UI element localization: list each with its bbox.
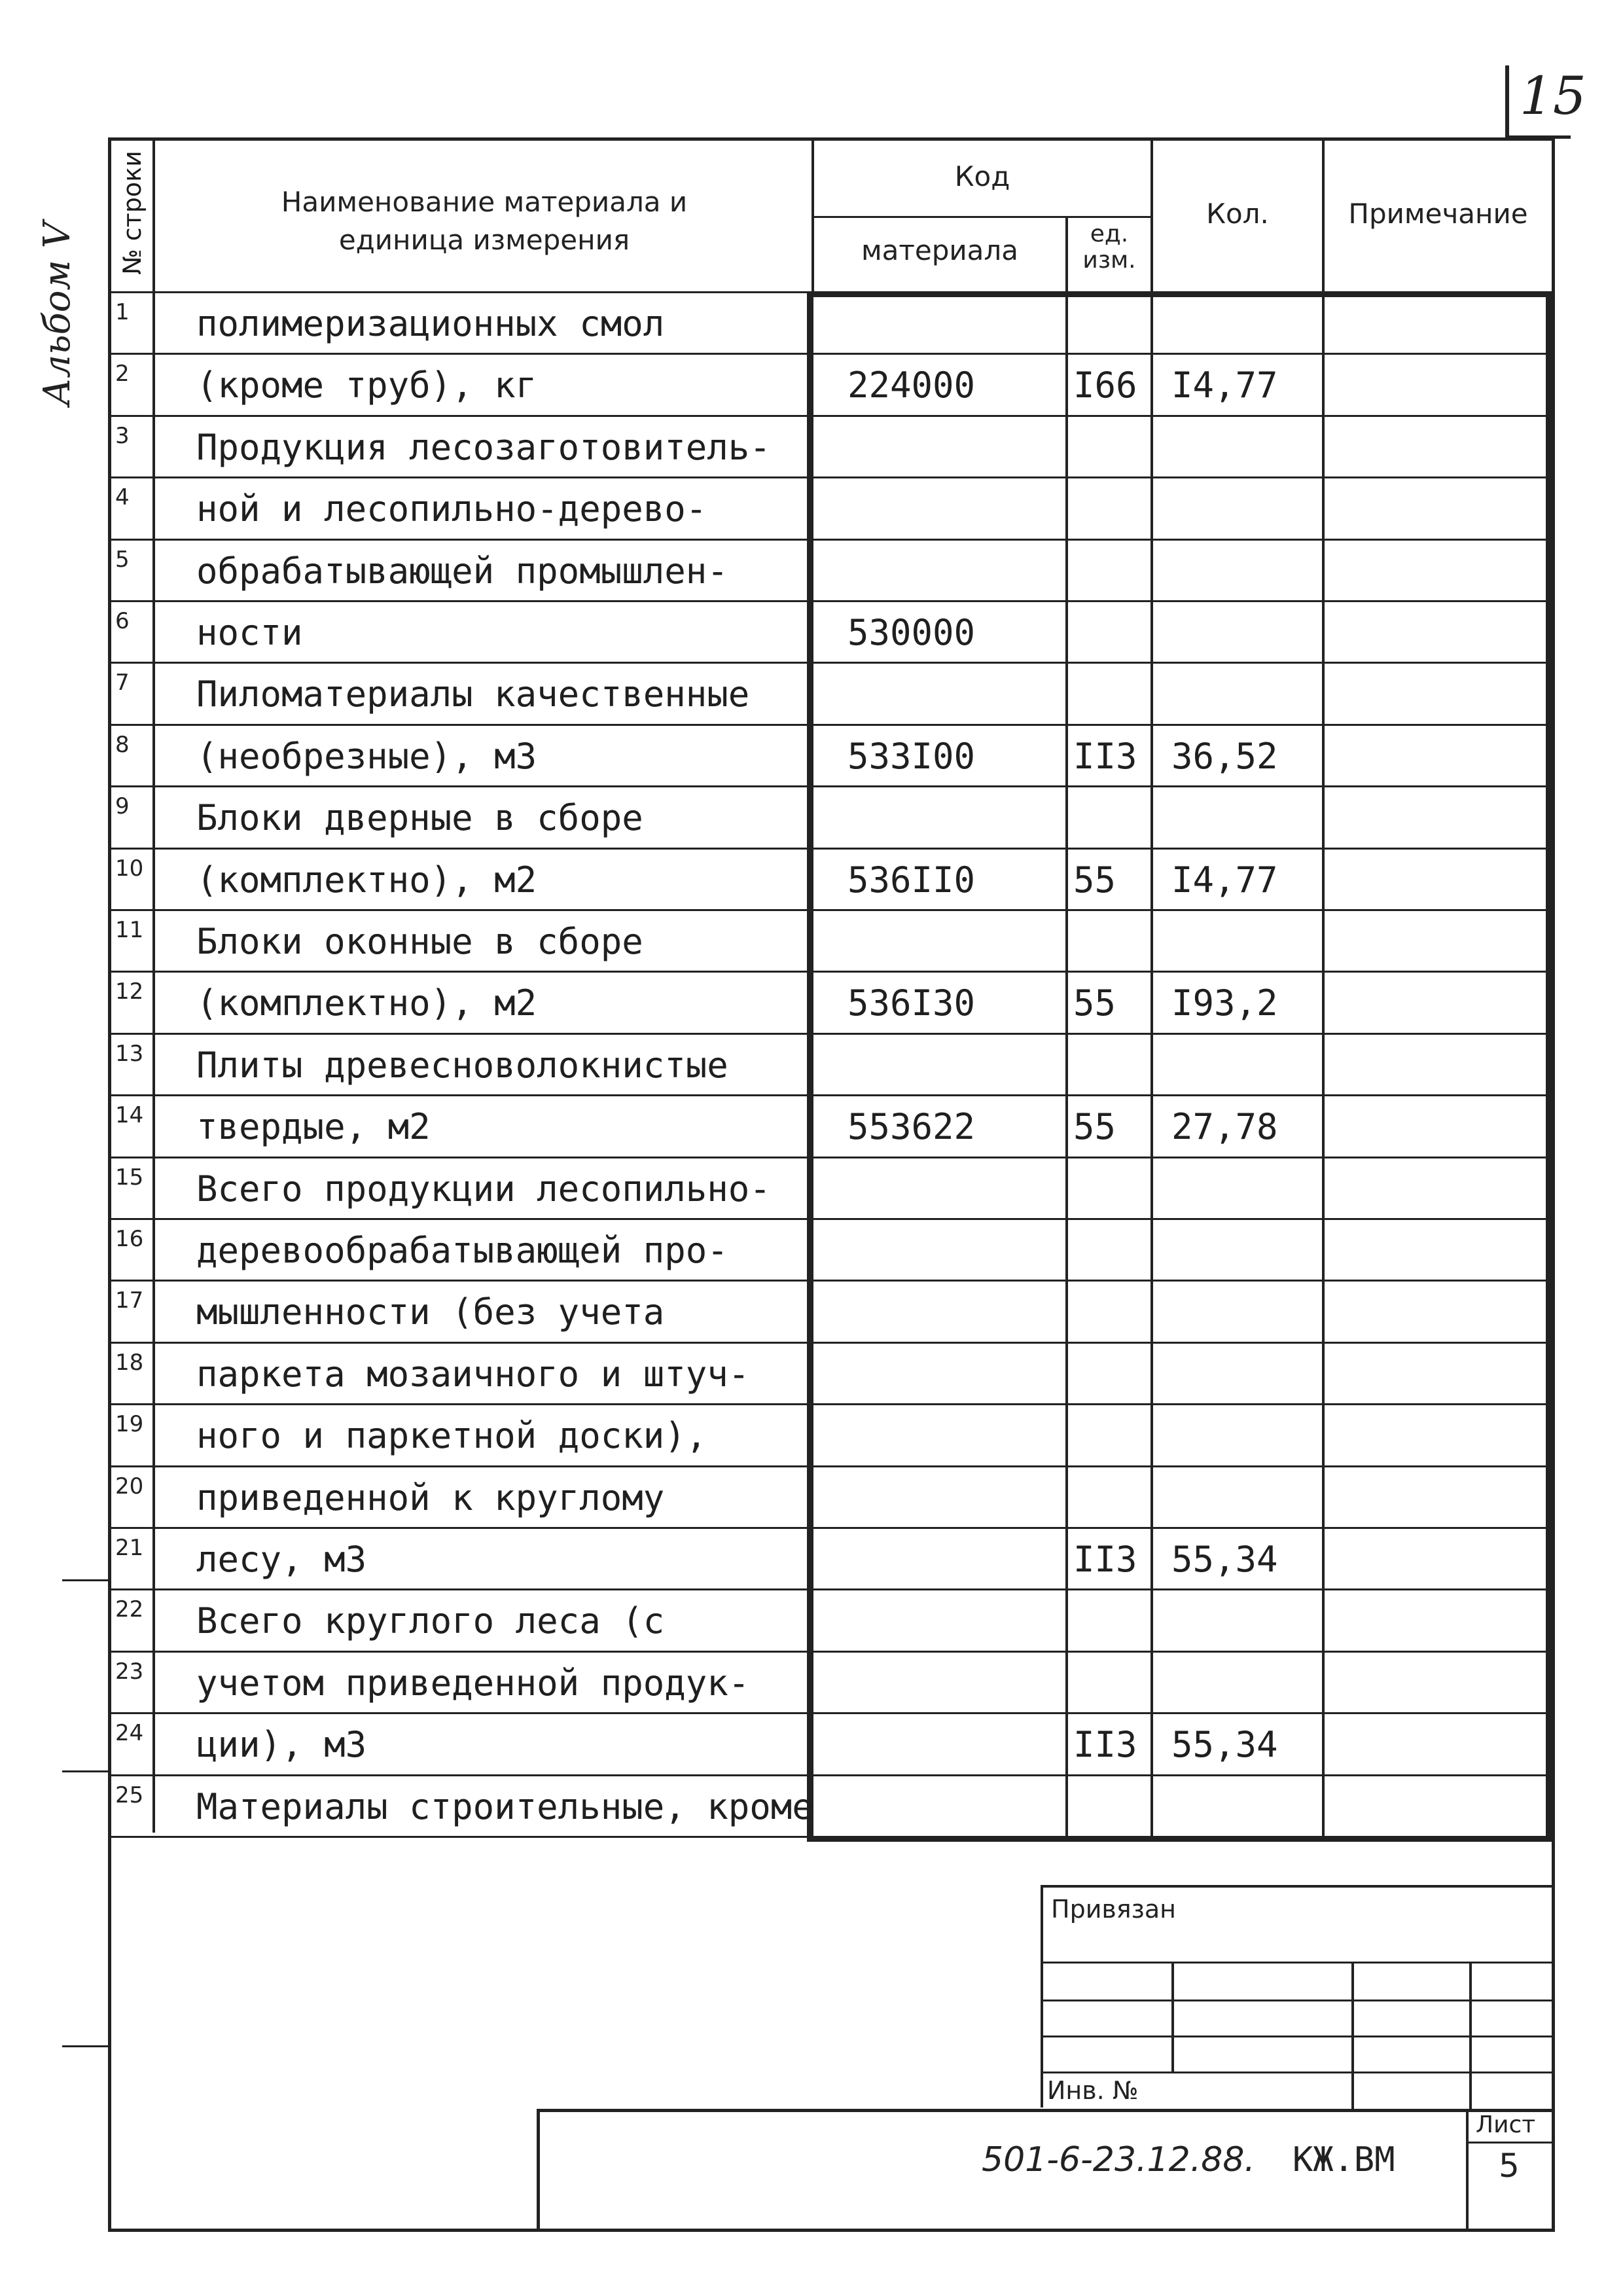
row-line xyxy=(111,1218,1546,1220)
row-number: 2 xyxy=(115,361,130,387)
name-header: Наименование материала и единица измерения xyxy=(281,186,688,256)
row-line xyxy=(111,539,1546,541)
margin-tick-3 xyxy=(62,2045,111,2047)
frame-left xyxy=(108,137,111,2232)
thick-box-bottom xyxy=(807,1836,1552,1842)
stamp-box-top xyxy=(1041,1885,1555,1888)
material-name: Всего круглого леса (с xyxy=(196,1600,665,1641)
row-line xyxy=(111,1280,1546,1282)
page-number-divider xyxy=(1505,65,1509,141)
row-number: 22 xyxy=(115,1596,144,1623)
material-name: (комплектно), м2 xyxy=(196,859,537,901)
material-name: деревообрабатывающей про- xyxy=(196,1230,728,1271)
frame-top xyxy=(108,137,1554,141)
row-number: 20 xyxy=(115,1473,144,1499)
row-number: 5 xyxy=(115,547,130,573)
row-number: 9 xyxy=(115,793,130,819)
material-name: ции), м3 xyxy=(196,1724,367,1765)
row-number: 8 xyxy=(115,732,130,758)
row-number: 14 xyxy=(115,1102,144,1128)
material-name: ного и паркетной доски), xyxy=(196,1415,707,1456)
row-line xyxy=(111,415,1546,417)
unit-code: II3 xyxy=(1073,736,1137,777)
document-code: 501-6-23.12.88. xyxy=(982,2140,1255,2179)
material-code: 536I30 xyxy=(847,982,976,1024)
row-line xyxy=(111,1588,1546,1590)
inv-no-label: Инв. № xyxy=(1047,2076,1139,2105)
row-number: 23 xyxy=(115,1659,144,1685)
row-number: 7 xyxy=(115,670,130,696)
sheet-cell-split xyxy=(1466,2142,1555,2144)
row-line xyxy=(111,1403,1546,1405)
row-line xyxy=(111,909,1546,911)
quantity: 55,34 xyxy=(1171,1539,1278,1580)
row-line xyxy=(111,848,1546,850)
material-name: Материалы строительные, кроме xyxy=(196,1786,813,1827)
row-number: 12 xyxy=(115,978,144,1005)
row-line xyxy=(111,724,1546,726)
material-name: Всего продукции лесопильно- xyxy=(196,1168,771,1210)
stamp-box-left xyxy=(1041,1885,1043,2108)
material-code: 530000 xyxy=(847,612,976,653)
row-line xyxy=(111,1465,1546,1467)
column-line xyxy=(1150,291,1153,1836)
material-name: обрабатывающей промышлен- xyxy=(196,550,728,592)
stamp-line-1 xyxy=(1041,1962,1555,1964)
unit-code: 55 xyxy=(1073,859,1116,901)
quantity: 55,34 xyxy=(1171,1724,1278,1765)
material-name: полимеризационных смол xyxy=(196,303,665,344)
header-divider-1 xyxy=(152,137,155,1833)
row-number: 19 xyxy=(115,1411,144,1437)
code-header: Код xyxy=(954,160,1010,192)
thick-box-right xyxy=(1546,291,1552,1840)
code-material-header: материала xyxy=(861,234,1018,266)
attached-label: Привязан xyxy=(1051,1895,1176,1924)
row-line xyxy=(111,971,1546,973)
note-header: Примечание xyxy=(1348,198,1528,230)
row-number: 3 xyxy=(115,423,130,449)
material-name: (кроме труб), кг xyxy=(196,365,537,406)
unit-code: 55 xyxy=(1073,1106,1116,1147)
material-name: Продукция лесозаготовитель- xyxy=(196,427,771,468)
material-code: 536II0 xyxy=(847,859,976,901)
row-number: 25 xyxy=(115,1782,144,1808)
margin-tick-1 xyxy=(62,1579,111,1581)
row-number: 24 xyxy=(115,1720,144,1746)
stamp-line-3 xyxy=(1041,2036,1555,2037)
row-line xyxy=(111,1651,1546,1653)
stamp-line-2 xyxy=(1041,2000,1555,2001)
quantity: 27,78 xyxy=(1171,1106,1278,1147)
row-number: 18 xyxy=(115,1350,144,1376)
thick-box-top xyxy=(807,291,1552,297)
row-number-header: № строки xyxy=(118,151,147,275)
row-line xyxy=(111,1157,1546,1158)
material-name: (комплектно), м2 xyxy=(196,982,537,1024)
quantity: I4,77 xyxy=(1171,365,1278,406)
material-name: учетом приведенной продук- xyxy=(196,1662,750,1704)
material-name: лесу, м3 xyxy=(196,1539,367,1580)
material-name: мышленности (без учета xyxy=(196,1291,665,1333)
title-block-top xyxy=(537,2109,1555,2112)
row-number: 13 xyxy=(115,1041,144,1067)
page-number: 15 xyxy=(1520,65,1586,126)
material-code: 224000 xyxy=(847,365,976,406)
material-name: (необрезные), м3 xyxy=(196,736,537,777)
row-line xyxy=(111,1342,1546,1344)
row-number: 1 xyxy=(115,299,130,325)
margin-tick-2 xyxy=(62,1770,111,1772)
row-line xyxy=(111,476,1546,478)
material-name: ности xyxy=(196,612,303,653)
document-mark: КЖ.ВМ xyxy=(1293,2140,1395,2179)
row-line xyxy=(111,1033,1546,1035)
title-block-left xyxy=(537,2109,540,2232)
material-name: ной и лесопильно-дерево- xyxy=(196,488,707,529)
quantity: I4,77 xyxy=(1171,859,1278,901)
stamp-col-2 xyxy=(1351,1962,1354,2112)
row-number: 16 xyxy=(115,1226,144,1252)
unit-code: I66 xyxy=(1073,365,1137,406)
material-name: Блоки оконные в сборе xyxy=(196,921,643,962)
frame-bottom xyxy=(108,2229,1555,2232)
stamp-col-3 xyxy=(1469,1962,1472,2112)
quantity: I93,2 xyxy=(1171,982,1278,1024)
row-line xyxy=(111,1774,1546,1776)
row-number: 17 xyxy=(115,1287,144,1314)
header-code-split xyxy=(812,216,1152,218)
unit-code: 55 xyxy=(1073,982,1116,1024)
row-line xyxy=(111,353,1546,355)
material-name: Блоки дверные в сборе xyxy=(196,797,643,838)
unit-code: II3 xyxy=(1073,1724,1137,1765)
row-line xyxy=(111,662,1546,664)
unit-code: II3 xyxy=(1073,1539,1137,1580)
column-line xyxy=(1322,291,1325,1836)
material-code: 553622 xyxy=(847,1106,976,1147)
row-line xyxy=(111,1527,1546,1529)
material-code: 533I00 xyxy=(847,736,976,777)
row-number: 10 xyxy=(115,855,144,882)
row-line xyxy=(111,600,1546,602)
sheet-number: 5 xyxy=(1499,2147,1520,2185)
row-number: 15 xyxy=(115,1164,144,1191)
material-name: паркета мозаичного и штуч- xyxy=(196,1354,750,1395)
row-number: 21 xyxy=(115,1535,144,1561)
column-line xyxy=(1065,291,1068,1836)
sheet-cell-left xyxy=(1466,2109,1469,2232)
row-number: 6 xyxy=(115,608,130,634)
quantity: 36,52 xyxy=(1171,736,1278,777)
row-line xyxy=(111,785,1546,787)
row-number: 4 xyxy=(115,484,130,511)
album-label: Альбом Ⅴ xyxy=(36,221,79,406)
material-name: приведенной к круглому xyxy=(196,1477,665,1518)
stamp-line-4 xyxy=(1041,2072,1555,2073)
stamp-col-1 xyxy=(1171,1962,1174,2073)
code-unit-header: ед. изм. xyxy=(1082,221,1136,274)
material-name: Плиты древесноволокнистые xyxy=(196,1045,728,1086)
row-line xyxy=(111,1094,1546,1096)
qty-header: Кол. xyxy=(1206,198,1269,230)
thick-box-left xyxy=(807,291,813,1840)
sheet-label: Лист xyxy=(1476,2111,1536,2138)
material-name: Пиломатериалы качественные xyxy=(196,673,750,715)
material-name: твердые, м2 xyxy=(196,1106,431,1147)
row-number: 11 xyxy=(115,917,144,943)
row-line xyxy=(111,1712,1546,1714)
